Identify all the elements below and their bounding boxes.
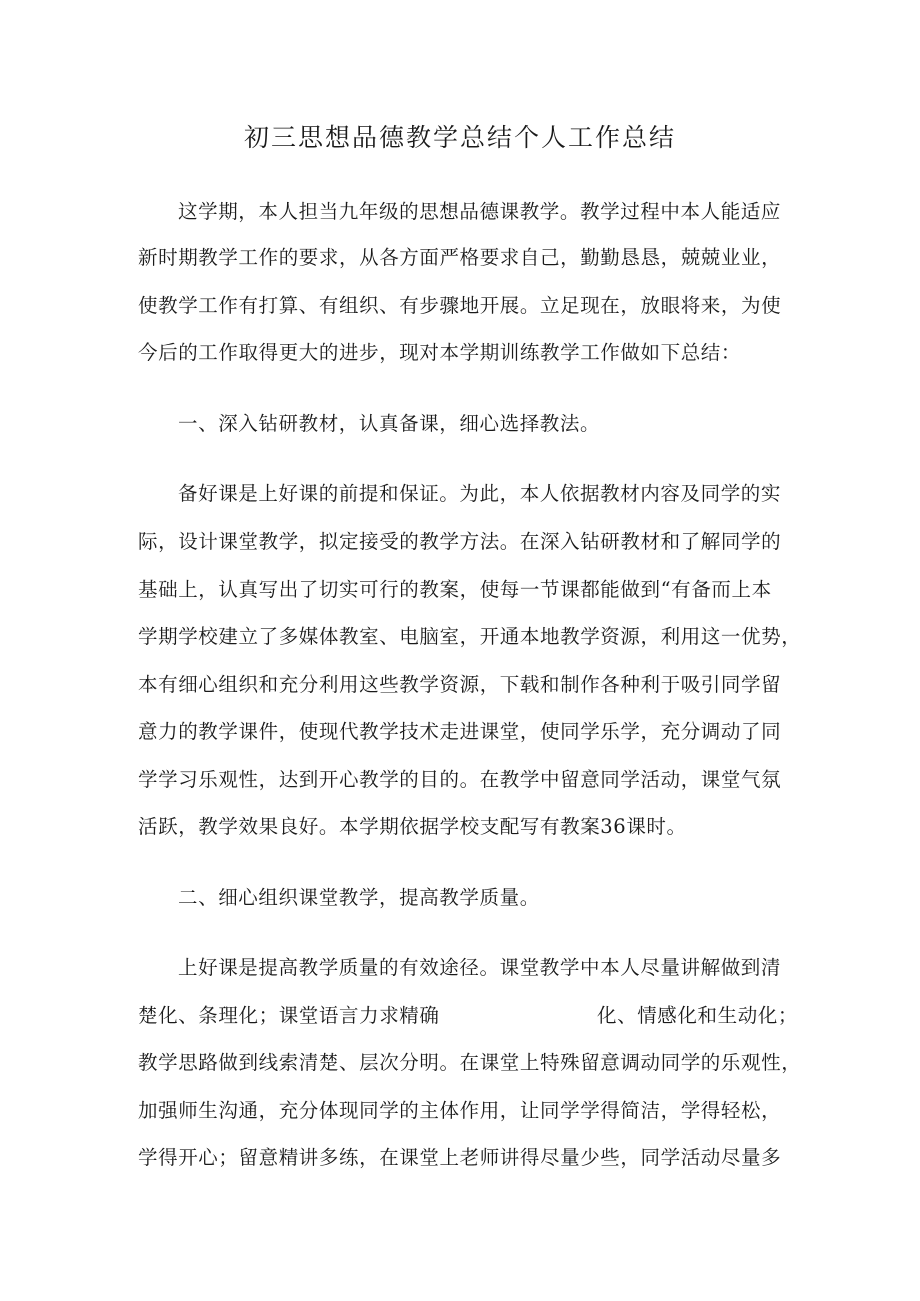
paragraph-1-line-2: 新时期教学工作的要求，从各方面严格要求自己，勤勤恳恳，兢兢业业， [138,246,782,269]
paragraph-1-line-3: 使教学工作有打算、有组织、有步骤地开展。立足现在，放眼将来，为使 [138,294,782,317]
paragraph-2-line-6: 意力的教学课件，使现代教学技术走进课堂，使同学乐学，充分调动了同 [138,720,782,743]
section-heading-1: 一、深入钻研教材，认真备课，细心选择教法。 [178,412,601,435]
paragraph-2-line-1: 备好课是上好课的前提和保证。为此，本人依据教材内容及同学的实 [178,482,782,505]
paragraph-3-line-4: 加强师生沟通，充分体现同学的主体作用，让同学学得简洁，学得轻松， [138,1099,782,1122]
paragraph-2-line-5: 本有细心组织和充分利用这些教学资源，下载和制作各种利于吸引同学留 [138,673,782,696]
paragraph-2-line-8: 活跃，教学效果良好。本学期依据学校支配写有教案36课时。 [138,815,687,838]
paragraph-3-line-2b: 化、情感化和生动化； [597,1004,799,1027]
paragraph-2-line-7: 学学习乐观性，达到开心教学的目的。在教学中留意同学活动，课堂气氛 [138,768,782,791]
paragraph-3-line-2a: 楚化、条理化；课堂语言力求精确 [138,1004,440,1027]
paragraph-1-line-1: 这学期，本人担当九年级的思想品德课教学。教学过程中本人能适应 [178,200,782,223]
paragraph-2-line-3: 基础上，认真写出了切实可行的教案，使每一节课都能做到“有备而上本 [138,578,772,601]
paragraph-3-line-3: 教学思路做到线索清楚、层次分明。在课堂上特殊留意调动同学的乐观性， [138,1051,802,1074]
paragraph-1-line-4: 今后的工作取得更大的进步，现对本学期训练教学工作做如下总结： [138,341,742,364]
document-title: 初三思想品德教学总结个人工作总结 [243,123,676,152]
paragraph-3-line-5: 学得开心；留意精讲多练，在课堂上老师讲得尽量少些，同学活动尽量多 [138,1146,782,1169]
section-heading-2: 二、细心组织课堂教学，提高教学质量。 [178,886,540,909]
paragraph-2-line-2: 际，设计课堂教学，拟定接受的教学方法。在深入钻研教材和了解同学的 [138,530,782,553]
paragraph-3-line-1: 上好课是提高教学质量的有效途径。课堂教学中本人尽量讲解做到清 [178,956,782,979]
paragraph-2-line-4: 学期学校建立了多媒体教室、电脑室，开通本地教学资源，利用这一优势， [138,625,802,648]
